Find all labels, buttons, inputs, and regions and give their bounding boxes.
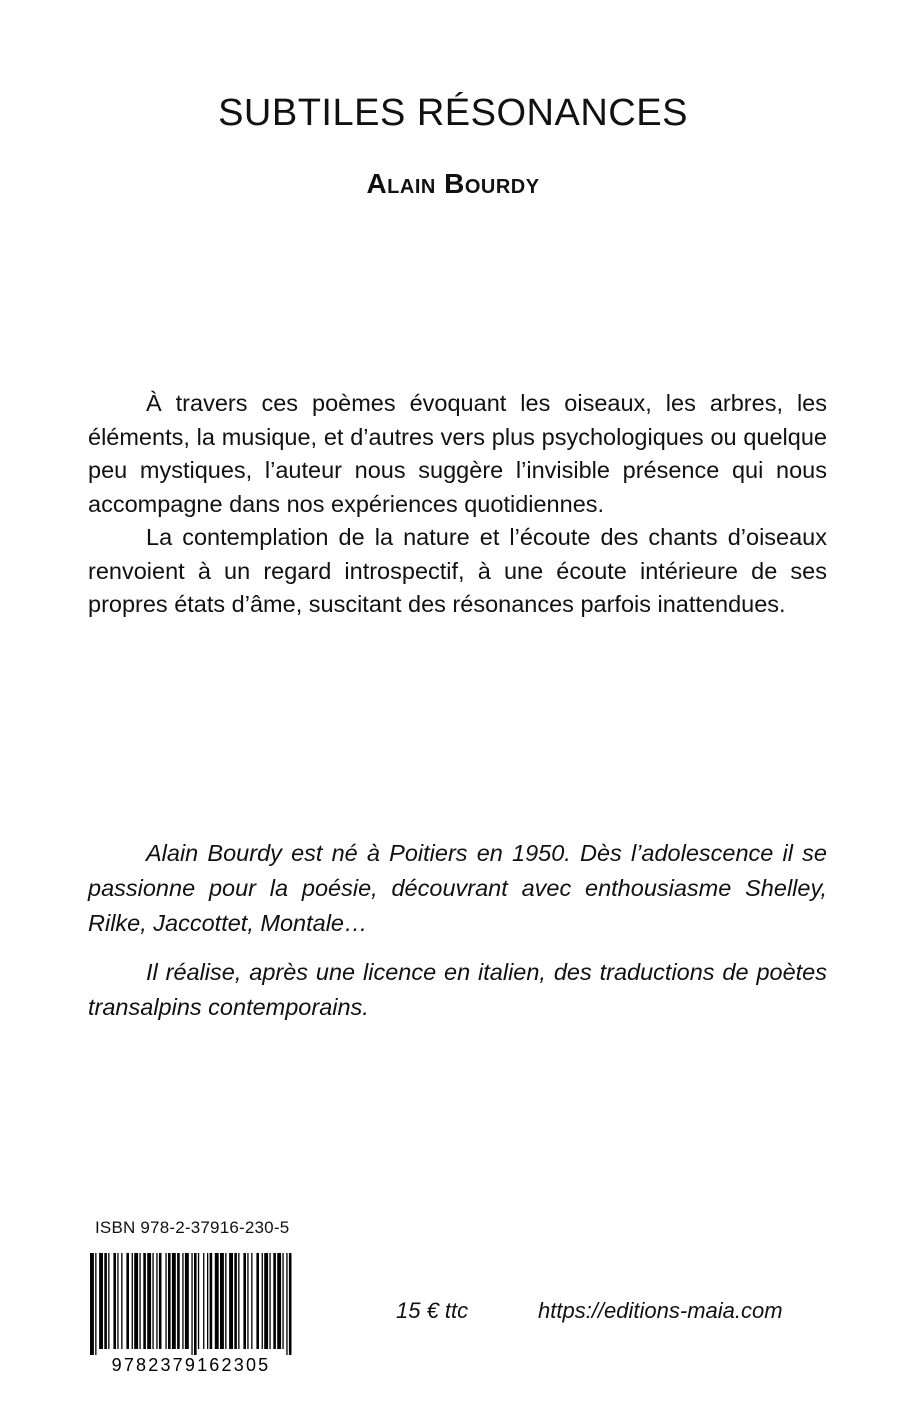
barcode-bar <box>234 1253 237 1349</box>
barcode-bar <box>247 1253 248 1349</box>
barcode-bar <box>243 1253 246 1349</box>
barcode-bar <box>273 1253 276 1349</box>
barcode-bar <box>182 1253 183 1349</box>
barcode-bar <box>90 1253 94 1355</box>
barcode-bar <box>139 1253 140 1349</box>
barcode-bar <box>168 1253 171 1349</box>
barcode-bar <box>277 1253 281 1349</box>
author-name: Alain Bourdy <box>366 168 540 199</box>
barcode-bar <box>238 1253 239 1349</box>
barcode-bar <box>104 1253 107 1349</box>
bio-paragraph: Il réalise, après une licence en italien, des traductions de poètes transalpins contemporains. <box>88 959 827 1020</box>
barcode-bar <box>269 1253 270 1349</box>
book-summary <box>88 387 827 622</box>
isbn-label: ISBN 978-2-37916-230-5 <box>95 1218 290 1237</box>
barcode-bar <box>229 1253 233 1349</box>
barcode-bar <box>203 1253 204 1349</box>
barcode-bar <box>165 1253 166 1349</box>
barcode-bar <box>286 1253 287 1355</box>
barcode-bar <box>143 1253 146 1349</box>
barcode-bar <box>282 1253 283 1349</box>
barcode-bar <box>198 1253 199 1349</box>
barcode-bar <box>99 1253 103 1349</box>
barcode-bar <box>225 1253 226 1349</box>
publisher-website[interactable]: https://editions-maia.com <box>538 1298 783 1323</box>
barcode-bar <box>194 1253 197 1355</box>
barcode-bar <box>126 1253 129 1349</box>
price-label: 15 € ttc <box>396 1298 469 1323</box>
barcode-bar <box>215 1253 219 1349</box>
barcode-bar <box>159 1253 162 1349</box>
barcode-bar <box>108 1253 109 1349</box>
barcode-bar <box>289 1253 292 1355</box>
barcode-bar <box>132 1253 133 1349</box>
barcode-bar <box>134 1253 138 1349</box>
barcode-bar <box>177 1253 180 1349</box>
barcode-bar <box>207 1253 208 1349</box>
barcode-bar <box>256 1253 259 1349</box>
barcode-bar <box>147 1253 151 1349</box>
barcode-bar <box>251 1253 252 1349</box>
barcode-icon <box>86 1253 296 1373</box>
barcode-bar <box>191 1253 192 1355</box>
barcode-digits: 9782379162305 <box>111 1355 271 1373</box>
barcode-bar <box>121 1253 122 1349</box>
barcode-bar <box>185 1253 189 1349</box>
book-title: SUBTILES RÉSONANCES <box>218 92 688 134</box>
barcode-bar <box>95 1253 96 1355</box>
barcode-bar <box>117 1253 118 1349</box>
author-biography <box>88 836 827 1039</box>
barcode-bar <box>156 1253 157 1349</box>
summary-paragraph: À travers ces poèmes évoquant les oiseaux, les arbres, les éléments, la musique, et d’autres vers plus psychologiques ou quelque peu mystiques, l’auteur nous suggère l’invisible présence qui nous accompagne dans nos expériences quotidiennes. <box>88 390 827 517</box>
barcode-bar <box>262 1253 263 1349</box>
barcode-bar <box>172 1253 176 1349</box>
barcode-bar <box>113 1253 116 1349</box>
barcode-bar <box>152 1253 153 1349</box>
barcode-bar <box>210 1253 213 1349</box>
summary-paragraph: La contemplation de la nature et l’écoute des chants d’oiseaux renvoient à un regard introspectif, à une écoute intérieure de ses propres états d’âme, suscitant des résonances parfois inattendues. <box>88 524 827 617</box>
barcode-bar <box>264 1253 268 1349</box>
bio-paragraph: Alain Bourdy est né à Poitiers en 1950. Dès l’adolescence il se passionne pour la poésie, découvrant avec enthousiasme Shelley, Rilke, Jaccottet, Montale… <box>88 840 827 936</box>
barcode-bar <box>220 1253 224 1349</box>
